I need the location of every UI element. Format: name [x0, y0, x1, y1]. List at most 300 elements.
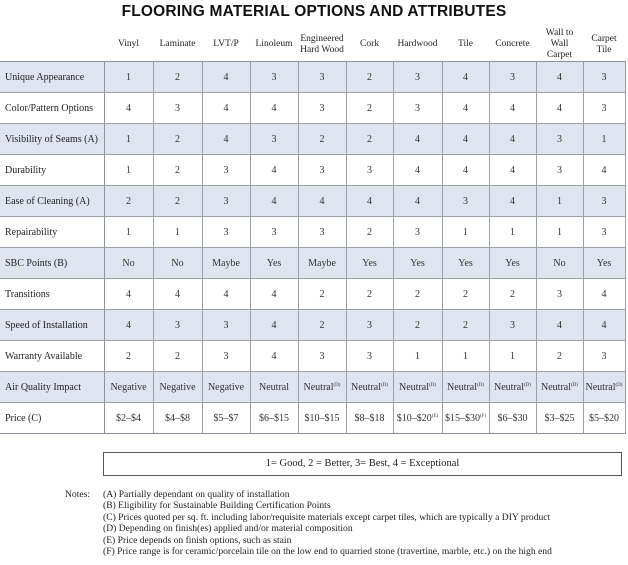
table-cell [393, 403, 442, 434]
table-cell [346, 372, 393, 403]
table-row [0, 93, 625, 124]
cell-value: Yes [458, 257, 473, 269]
table-cell [298, 62, 346, 93]
table-cell [583, 93, 625, 124]
cell-value: 4 [223, 102, 229, 114]
table-cell [489, 155, 536, 186]
cell-value: 3 [367, 350, 372, 362]
cell-value: 3 [175, 102, 180, 114]
table-cell [536, 93, 583, 124]
table-cell [298, 341, 346, 372]
table-cell [346, 310, 393, 341]
table-cell [153, 279, 202, 310]
table-row [0, 310, 625, 341]
cell-value: 3 [415, 226, 420, 238]
table-cell [298, 217, 346, 248]
flooring-attributes-table [0, 28, 626, 434]
cell-footnote-marker: (D) [571, 382, 578, 388]
cell-value: 2 [463, 288, 468, 300]
table-cell [153, 341, 202, 372]
cell-value: 4 [510, 164, 515, 176]
note-item: (C) Prices quoted per sq. ft. including labor/requisite materials except carpet tiles, which are typically a DIY product [103, 511, 551, 523]
table-cell [346, 341, 393, 372]
column-header: Linoleum [255, 39, 293, 49]
table-cell [536, 341, 583, 372]
cell-value: $4–$8 [165, 412, 190, 424]
cell-value: Neutral [585, 381, 616, 393]
table-cell [583, 310, 625, 341]
cell-value: Yes [596, 257, 612, 269]
cell-value: 2 [463, 319, 468, 331]
cell-value: 3 [223, 350, 229, 362]
cell-value: Neutral [447, 381, 478, 393]
cell-value: 2 [367, 226, 372, 238]
table-cell [489, 248, 536, 279]
cell-value: 4 [463, 71, 468, 83]
cell-value: No [171, 257, 184, 269]
cell-value: 3 [510, 71, 515, 83]
table-cell [393, 248, 442, 279]
table-cell [583, 62, 625, 93]
notes-list [65, 489, 552, 557]
table-cell [104, 341, 153, 372]
table-cell [202, 124, 250, 155]
table-cell [393, 310, 442, 341]
cell-value: 4 [557, 71, 562, 83]
cell-value: 4 [271, 319, 277, 331]
column-header: Tile [458, 39, 473, 49]
table-cell [583, 248, 625, 279]
table-cell [250, 279, 298, 310]
cell-value: 1 [126, 226, 131, 238]
table-cell [346, 279, 393, 310]
table-cell [250, 217, 298, 248]
cell-value: 1 [126, 133, 131, 145]
table-cell [250, 248, 298, 279]
table-cell [489, 341, 536, 372]
table-cell [489, 93, 536, 124]
cell-value: 1 [557, 226, 562, 238]
cell-value: 2 [367, 71, 372, 83]
cell-value: 3 [601, 71, 607, 83]
cell-footnote-marker: (D) [615, 382, 623, 388]
table-cell [346, 62, 393, 93]
cell-value: 1 [463, 350, 468, 362]
cell-value: 2 [126, 195, 131, 207]
cell-value: 3 [319, 226, 325, 238]
table-cell [250, 372, 298, 403]
table-cell [346, 217, 393, 248]
cell-value: 3 [601, 226, 607, 238]
table-cell [298, 403, 346, 434]
table-cell [536, 403, 583, 434]
cell-value: Neutral [259, 381, 289, 393]
table-body [0, 62, 625, 434]
table-cell [393, 186, 442, 217]
table-cell [489, 372, 536, 403]
cell-value: 3 [367, 319, 372, 331]
cell-value: 2 [557, 350, 562, 362]
table-cell [153, 155, 202, 186]
cell-value: Yes [410, 257, 425, 269]
cell-value: $10–$15 [304, 412, 340, 424]
cell-value: $5–$20 [589, 412, 619, 424]
row-label: Price (C) [0, 403, 104, 434]
row-label: Ease of Cleaning (A) [0, 186, 104, 217]
table-cell [442, 403, 489, 434]
table-cell [489, 186, 536, 217]
cell-footnote-marker: (E) [431, 413, 439, 419]
table-cell [489, 124, 536, 155]
table-cell [104, 310, 153, 341]
table-cell [250, 186, 298, 217]
cell-footnote-marker: (D) [429, 382, 436, 388]
table-cell [104, 372, 153, 403]
cell-value: 1 [557, 195, 562, 207]
table-cell [104, 279, 153, 310]
column-header: LVT/P [213, 39, 239, 49]
table-cell [393, 217, 442, 248]
table-cell [489, 403, 536, 434]
table-cell [442, 372, 489, 403]
table-cell [104, 248, 153, 279]
cell-value: Yes [266, 257, 282, 269]
cell-value: 2 [367, 288, 372, 300]
table-row [0, 124, 625, 155]
cell-value: 4 [415, 133, 420, 145]
table-row [0, 155, 625, 186]
table-cell [346, 155, 393, 186]
table-cell [250, 93, 298, 124]
column-header: Wall to Wall Carpet [545, 28, 574, 60]
row-label: Transitions [0, 279, 104, 310]
cell-value: 3 [319, 164, 325, 176]
cell-value: 4 [126, 319, 131, 331]
table-cell [583, 124, 625, 155]
cell-value: 3 [557, 164, 562, 176]
table-cell [442, 124, 489, 155]
notes-section [65, 489, 552, 557]
cell-footnote-marker: (D) [333, 382, 341, 388]
table-cell [442, 248, 489, 279]
table-cell [536, 186, 583, 217]
table-cell [489, 217, 536, 248]
table-cell [393, 62, 442, 93]
table-cell [442, 186, 489, 217]
table-cell [583, 186, 625, 217]
cell-value: 3 [319, 71, 325, 83]
page-title: FLOORING MATERIAL OPTIONS AND ATTRIBUTES [121, 3, 507, 20]
table-cell [442, 279, 489, 310]
table-cell [583, 279, 625, 310]
row-label: Warranty Available [0, 341, 104, 372]
table-cell [346, 93, 393, 124]
rating-legend: 1= Good, 2 = Better, 3= Best, 4 = Exceptional [103, 452, 622, 476]
cell-value: 4 [223, 288, 229, 300]
table-cell [153, 310, 202, 341]
table-cell [393, 372, 442, 403]
cell-value: 4 [510, 195, 515, 207]
cell-value: 4 [271, 102, 277, 114]
note-item: (B) Eligibility for Sustainable Building Certification Points [103, 500, 331, 512]
note-item: (D) Depending on finish(es) applied and/or material composition [103, 523, 353, 535]
cell-value: 4 [126, 102, 131, 114]
cell-value: 4 [271, 350, 277, 362]
cell-value: 2 [175, 133, 180, 145]
table-cell [346, 186, 393, 217]
table-cell [104, 93, 153, 124]
cell-value: Yes [362, 257, 377, 269]
cell-value: Yes [505, 257, 520, 269]
cell-value: Negative [207, 381, 245, 393]
table-cell [393, 93, 442, 124]
cell-value: 4 [175, 288, 180, 300]
table-cell [202, 62, 250, 93]
table-cell [153, 186, 202, 217]
cell-value: 4 [271, 164, 277, 176]
table-cell [298, 248, 346, 279]
cell-value: 4 [601, 164, 607, 176]
cell-value: 2 [367, 102, 372, 114]
table-cell [153, 93, 202, 124]
table-cell [250, 62, 298, 93]
table-cell [153, 403, 202, 434]
table-row [0, 372, 625, 403]
cell-value: $6–$30 [497, 412, 528, 424]
notes-label: Notes: [65, 489, 91, 500]
table-cell [104, 403, 153, 434]
cell-value: 1 [415, 350, 420, 362]
cell-value: 3 [601, 195, 607, 207]
table-cell [298, 93, 346, 124]
corner-cell [0, 28, 104, 62]
table-cell [153, 248, 202, 279]
cell-footnote-marker: (F) [479, 413, 487, 419]
cell-value: 4 [415, 195, 420, 207]
cell-value: 1 [126, 71, 131, 83]
table-cell [202, 93, 250, 124]
table-cell [442, 341, 489, 372]
table-cell [442, 310, 489, 341]
cell-value: 4 [223, 133, 229, 145]
cell-value: No [553, 257, 566, 269]
cell-value: 4 [126, 288, 131, 300]
table-cell [536, 248, 583, 279]
table-cell [104, 217, 153, 248]
cell-value: 3 [601, 102, 607, 114]
cell-value: $15–$30 [444, 412, 480, 424]
table-row [0, 62, 625, 93]
row-label: Speed of Installation [0, 310, 104, 341]
table-cell [442, 62, 489, 93]
table-cell [536, 217, 583, 248]
table-cell [346, 403, 393, 434]
table-cell [489, 310, 536, 341]
table-cell [298, 310, 346, 341]
cell-value: 3 [223, 164, 229, 176]
table-cell [393, 155, 442, 186]
cell-value: 4 [557, 319, 562, 331]
cell-value: 3 [367, 164, 372, 176]
cell-value: Negative [159, 381, 196, 393]
cell-value: 3 [415, 102, 420, 114]
cell-value: $6–$15 [259, 412, 289, 424]
table-cell [583, 155, 625, 186]
cell-value: Neutral [303, 381, 334, 393]
row-label: Visibility of Seams (A) [0, 124, 104, 155]
table-row [0, 403, 625, 434]
table-cell [298, 155, 346, 186]
table-cell [536, 279, 583, 310]
column-header: Engineered Hard Wood [300, 33, 344, 55]
cell-value: Neutral [541, 381, 572, 393]
table-cell [346, 248, 393, 279]
cell-value: 1 [463, 226, 468, 238]
table-cell [346, 124, 393, 155]
cell-value: 1 [601, 133, 607, 145]
row-label: Durability [0, 155, 104, 186]
table-cell [202, 341, 250, 372]
note-item: (A) Partially dependant on quality of installation [103, 489, 290, 500]
column-header: Carpet Tile [591, 33, 617, 55]
table-cell [202, 279, 250, 310]
cell-value: 3 [510, 319, 515, 331]
cell-footnote-marker: (D) [524, 382, 531, 388]
cell-value: 2 [126, 350, 131, 362]
cell-value: $10–$20 [396, 412, 432, 424]
table-row [0, 341, 625, 372]
table-cell [536, 372, 583, 403]
cell-value: 3 [557, 133, 562, 145]
table-cell [202, 155, 250, 186]
table-cell [489, 279, 536, 310]
table-cell [393, 124, 442, 155]
cell-value: 3 [319, 102, 325, 114]
cell-value: 1 [510, 350, 515, 362]
table-row [0, 217, 625, 248]
cell-value: 3 [175, 319, 180, 331]
table-cell [536, 62, 583, 93]
table-cell [583, 341, 625, 372]
table-cell [104, 186, 153, 217]
cell-value: 4 [415, 164, 420, 176]
cell-value: 2 [415, 319, 420, 331]
cell-footnote-marker: (D) [477, 382, 484, 388]
cell-value: 4 [463, 133, 468, 145]
cell-value: 2 [319, 319, 325, 331]
table-cell [442, 155, 489, 186]
cell-value: 3 [319, 350, 325, 362]
column-header: Vinyl [117, 39, 140, 49]
cell-value: 1 [126, 164, 131, 176]
cell-value: 3 [271, 71, 277, 83]
table-cell [442, 217, 489, 248]
table-cell [104, 62, 153, 93]
table-cell [298, 186, 346, 217]
row-label: Repairability [0, 217, 104, 248]
cell-value: 1 [510, 226, 515, 238]
table-cell [250, 341, 298, 372]
table-row [0, 279, 625, 310]
cell-value: 3 [223, 195, 229, 207]
table-cell [202, 248, 250, 279]
cell-value: 3 [223, 226, 229, 238]
column-header: Laminate [159, 39, 196, 49]
cell-value: $2–$4 [116, 412, 141, 424]
cell-value: Neutral [399, 381, 430, 393]
cell-value: Neutral [351, 381, 382, 393]
cell-value: 4 [463, 102, 468, 114]
column-header: Concrete [495, 39, 530, 49]
cell-value: 2 [319, 288, 325, 300]
cell-footnote-marker: (D) [381, 382, 388, 388]
table-cell [583, 217, 625, 248]
table-cell [104, 124, 153, 155]
table-cell [202, 403, 250, 434]
row-label: Color/Pattern Options [0, 93, 104, 124]
table-cell [536, 124, 583, 155]
cell-value: Maybe [308, 257, 336, 269]
table-cell [536, 310, 583, 341]
cell-value: 3 [271, 226, 277, 238]
row-label: Air Quality Impact [0, 372, 104, 403]
cell-value: 3 [601, 350, 607, 362]
cell-value: $5–$7 [213, 412, 239, 424]
cell-value: $3–$25 [544, 412, 575, 424]
table-cell [298, 279, 346, 310]
cell-value: 1 [175, 226, 180, 238]
row-label: SBC Points (B) [0, 248, 104, 279]
table-cell [202, 372, 250, 403]
cell-value: 3 [271, 133, 277, 145]
table-cell [202, 310, 250, 341]
cell-value: 2 [415, 288, 420, 300]
header-row [0, 28, 625, 62]
cell-value: 2 [510, 288, 515, 300]
row-label: Unique Appearance [0, 62, 104, 93]
table-cell [202, 217, 250, 248]
table-cell [104, 155, 153, 186]
cell-value: 4 [510, 133, 515, 145]
table-cell [393, 279, 442, 310]
table-cell [202, 186, 250, 217]
table-cell [583, 403, 625, 434]
cell-value: 2 [367, 133, 372, 145]
cell-value: 4 [271, 195, 277, 207]
cell-value: 4 [601, 288, 607, 300]
table-cell [298, 372, 346, 403]
cell-value: 4 [223, 71, 229, 83]
cell-value: 4 [601, 319, 607, 331]
note-item: (F) Price range is for ceramic/porcelain tile on the low end to quarried stone (travertine, marble, etc.) on the high end [103, 546, 552, 558]
cell-value: 2 [175, 195, 180, 207]
table-cell [250, 124, 298, 155]
cell-value: Maybe [212, 257, 240, 269]
cell-value: 4 [510, 102, 515, 114]
cell-value: 2 [175, 350, 180, 362]
table-cell [250, 155, 298, 186]
cell-value: 4 [557, 102, 562, 114]
cell-value: 3 [557, 288, 562, 300]
cell-value: 2 [175, 164, 180, 176]
cell-value: Neutral [494, 381, 525, 393]
table-cell [298, 124, 346, 155]
cell-value: $8–$18 [354, 412, 385, 424]
column-header: Cork [360, 39, 379, 49]
column-header: Hardwood [397, 39, 438, 49]
cell-value: 3 [415, 71, 420, 83]
table-cell [250, 310, 298, 341]
